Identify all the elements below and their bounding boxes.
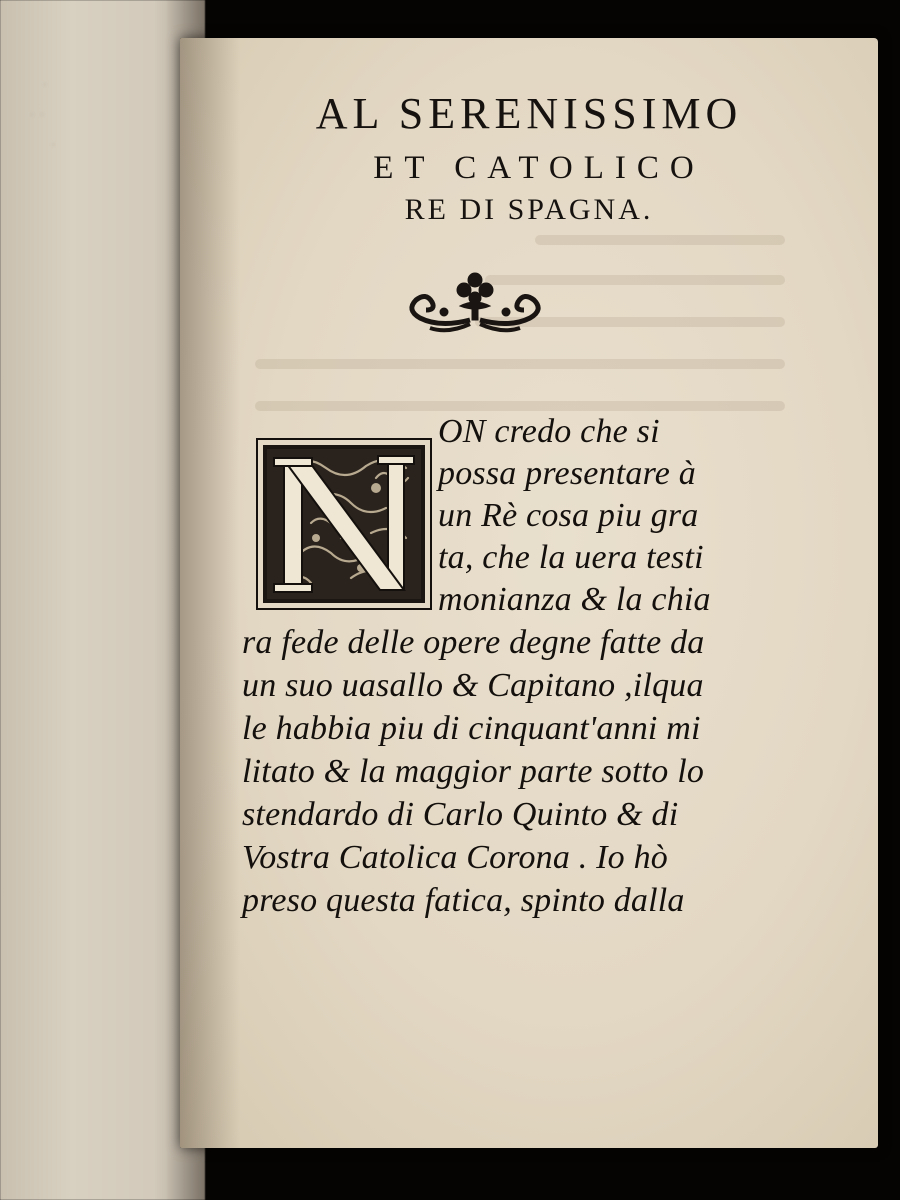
body-line: un suo uasallo & Capitano ,ilqua xyxy=(242,667,704,704)
woodcut-initial-n-icon xyxy=(256,438,432,610)
heading-line-1: AL SERENISSIMO xyxy=(315,89,743,138)
body-line: un Rè cosa piu gra xyxy=(438,497,699,534)
body-line: ra fede delle opere degne fatte da xyxy=(242,624,705,661)
body-line: le habbia piu di cinquant'anni mi xyxy=(242,710,701,747)
left-page-ghost-text: · · · · xyxy=(29,75,57,154)
heading-line-3: RE DI SPAGNA. xyxy=(404,193,654,226)
body-line: litato & la maggior parte sotto lo xyxy=(242,753,705,790)
body-line: stendardo di Carlo Quinto & di xyxy=(242,796,679,833)
fleuron-ornament-icon xyxy=(400,268,550,340)
body-line: monianza & la chia xyxy=(438,581,711,618)
body-line: preso questa fatica, spinto dalla xyxy=(242,882,685,919)
body-line: ta, che la uera testi xyxy=(438,539,704,576)
body-line: possa presentare à xyxy=(438,455,696,492)
heading-line-2: ET CATOLICO xyxy=(373,150,705,186)
left-facing-page xyxy=(0,0,205,1200)
body-line: Vostra Catolica Corona . Io hò xyxy=(242,839,668,876)
body-line: ON credo che si xyxy=(438,413,660,450)
